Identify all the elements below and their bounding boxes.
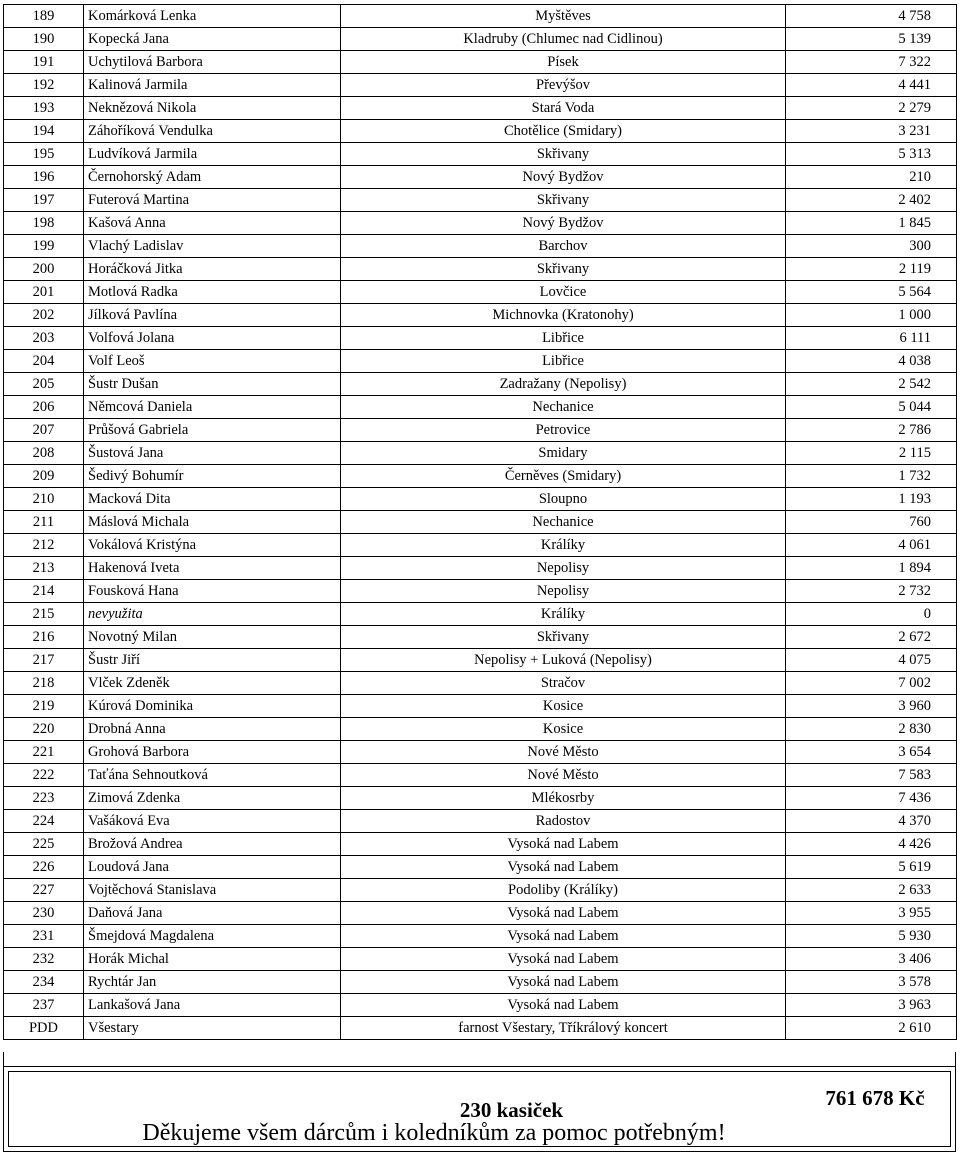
table-row: [4, 327, 957, 350]
summary-inner-box: [8, 1071, 951, 1147]
table-row: [4, 695, 957, 718]
collection-place: Písek: [341, 51, 786, 74]
table-row: [4, 718, 957, 741]
collector-name: Neknězová Nikola: [84, 97, 341, 120]
row-number: 218: [4, 672, 84, 695]
table-row: [4, 304, 957, 327]
collection-place: Vysoká nad Labem: [341, 925, 786, 948]
collected-amount: 3 406: [786, 948, 957, 971]
row-number: 195: [4, 143, 84, 166]
collector-name: Máslová Michala: [84, 511, 341, 534]
row-number: 193: [4, 97, 84, 120]
row-number: 192: [4, 74, 84, 97]
collected-amount: 1 000: [786, 304, 957, 327]
collected-amount: 210: [786, 166, 957, 189]
collector-name: Volfová Jolana: [84, 327, 341, 350]
row-number: 190: [4, 28, 84, 51]
collected-amount: 4 370: [786, 810, 957, 833]
collection-place: Michnovka (Kratonohy): [341, 304, 786, 327]
collection-place: Chotělice (Smidary): [341, 120, 786, 143]
row-number: 196: [4, 166, 84, 189]
collector-name: Němcová Daniela: [84, 396, 341, 419]
collection-place: Vysoká nad Labem: [341, 971, 786, 994]
table-row: [4, 373, 957, 396]
collected-amount: 2 402: [786, 189, 957, 212]
collected-amount: 0: [786, 603, 957, 626]
row-number: 214: [4, 580, 84, 603]
table-row: [4, 580, 957, 603]
collection-place: Vysoká nad Labem: [341, 856, 786, 879]
collector-name: Daňová Jana: [84, 902, 341, 925]
row-number: 213: [4, 557, 84, 580]
collected-amount: 2 672: [786, 626, 957, 649]
row-number: 215: [4, 603, 84, 626]
table-row: [4, 511, 957, 534]
collected-amount: 1 894: [786, 557, 957, 580]
collection-place: Mlékosrby: [341, 787, 786, 810]
collector-name: Drobná Anna: [84, 718, 341, 741]
collector-name: Vlachý Ladislav: [84, 235, 341, 258]
collector-name: Šustr Jiří: [84, 649, 341, 672]
table-row: [4, 902, 957, 925]
row-number: 189: [4, 5, 84, 28]
table-row: [4, 74, 957, 97]
row-number: 198: [4, 212, 84, 235]
collector-name: Všestary: [84, 1017, 341, 1040]
row-number: 208: [4, 442, 84, 465]
collection-place: Nové Město: [341, 741, 786, 764]
collection-place: Stará Voda: [341, 97, 786, 120]
collected-amount: 2 279: [786, 97, 957, 120]
collection-place: Nové Město: [341, 764, 786, 787]
collection-place: Radostov: [341, 810, 786, 833]
collection-place: Zadražany (Nepolisy): [341, 373, 786, 396]
row-number: 234: [4, 971, 84, 994]
collector-name: Šustr Dušan: [84, 373, 341, 396]
table-row: [4, 856, 957, 879]
collector-name: Horák Michal: [84, 948, 341, 971]
box-count: 230 kasiček: [459, 1098, 564, 1122]
collector-name: Průšová Gabriela: [84, 419, 341, 442]
collected-amount: 6 111: [786, 327, 957, 350]
row-number: 191: [4, 51, 84, 74]
collection-place: Nepolisy + Luková (Nepolisy): [341, 649, 786, 672]
collection-place: Myštěves: [341, 5, 786, 28]
collected-amount: 2 610: [786, 1017, 957, 1040]
row-number: 217: [4, 649, 84, 672]
collected-amount: 2 732: [786, 580, 957, 603]
collection-place: Skřivany: [341, 143, 786, 166]
collection-place: Sloupno: [341, 488, 786, 511]
table-row: [4, 672, 957, 695]
table-row: [4, 971, 957, 994]
collector-name: Záhoříková Vendulka: [84, 120, 341, 143]
collection-place: Králíky: [341, 534, 786, 557]
collection-place: Stračov: [341, 672, 786, 695]
collection-place: Barchov: [341, 235, 786, 258]
collected-amount: 5 313: [786, 143, 957, 166]
collection-place: Vysoká nad Labem: [341, 833, 786, 856]
collected-amount: 760: [786, 511, 957, 534]
collector-name: Horáčková Jitka: [84, 258, 341, 281]
table-row: [4, 557, 957, 580]
collected-amount: 3 654: [786, 741, 957, 764]
table-row: [4, 166, 957, 189]
table-row: [4, 488, 957, 511]
collector-name: Rychtár Jan: [84, 971, 341, 994]
collector-name: Komárková Lenka: [84, 5, 341, 28]
row-number: 204: [4, 350, 84, 373]
collection-place: Vysoká nad Labem: [341, 994, 786, 1017]
collector-name: Taťána Sehnoutková: [84, 764, 341, 787]
row-number: 207: [4, 419, 84, 442]
row-number: 203: [4, 327, 84, 350]
collection-place: Kosice: [341, 695, 786, 718]
collector-name: Uchytilová Barbora: [84, 51, 341, 74]
collector-name: Vokálová Kristýna: [84, 534, 341, 557]
collector-name: Motlová Radka: [84, 281, 341, 304]
table-row: [4, 51, 957, 74]
row-number: 202: [4, 304, 84, 327]
collection-place: Nechanice: [341, 396, 786, 419]
table-row: [4, 741, 957, 764]
donations-table: [3, 4, 957, 1040]
row-number: 199: [4, 235, 84, 258]
row-number: 200: [4, 258, 84, 281]
table-row: [4, 419, 957, 442]
collection-place: Libřice: [341, 350, 786, 373]
collector-name: Kopecká Jana: [84, 28, 341, 51]
collected-amount: 4 038: [786, 350, 957, 373]
collected-amount: 4 758: [786, 5, 957, 28]
collected-amount: 7 583: [786, 764, 957, 787]
collection-place: Králíky: [341, 603, 786, 626]
row-number: 205: [4, 373, 84, 396]
table-row: [4, 649, 957, 672]
table-row: [4, 350, 957, 373]
row-number: 212: [4, 534, 84, 557]
row-number: 221: [4, 741, 84, 764]
collector-name: nevyužita: [84, 603, 341, 626]
collection-place: Petrovice: [341, 419, 786, 442]
collector-name: Volf Leoš: [84, 350, 341, 373]
row-number: 226: [4, 856, 84, 879]
collected-amount: 7 322: [786, 51, 957, 74]
table-row: [4, 189, 957, 212]
table-row: [4, 534, 957, 557]
collection-place: Skřivany: [341, 189, 786, 212]
row-number: 210: [4, 488, 84, 511]
collection-place: Kosice: [341, 718, 786, 741]
table-row: [4, 626, 957, 649]
collector-name: Šustová Jana: [84, 442, 341, 465]
collected-amount: 4 426: [786, 833, 957, 856]
table-row: [4, 396, 957, 419]
row-number: 231: [4, 925, 84, 948]
collection-place: Libřice: [341, 327, 786, 350]
row-number: 211: [4, 511, 84, 534]
collected-amount: 3 231: [786, 120, 957, 143]
row-number: 216: [4, 626, 84, 649]
collector-name: Futerová Martina: [84, 189, 341, 212]
collected-amount: 5 139: [786, 28, 957, 51]
collection-place: Převýšov: [341, 74, 786, 97]
total-amount: 761 678 Kč: [825, 1086, 925, 1110]
row-number: 197: [4, 189, 84, 212]
table-row: [4, 212, 957, 235]
row-number: 227: [4, 879, 84, 902]
collected-amount: 2 830: [786, 718, 957, 741]
table-row: [4, 810, 957, 833]
table-row: [4, 235, 957, 258]
collected-amount: 4 075: [786, 649, 957, 672]
collection-place: Nechanice: [341, 511, 786, 534]
collected-amount: 7 436: [786, 787, 957, 810]
row-number: 237: [4, 994, 84, 1017]
collected-amount: 2 542: [786, 373, 957, 396]
collection-place: farnost Všestary, Tříkrálový koncert: [341, 1017, 786, 1040]
collected-amount: 1 732: [786, 465, 957, 488]
collection-place: Skřivany: [341, 258, 786, 281]
collector-name: Brožová Andrea: [84, 833, 341, 856]
collected-amount: 2 633: [786, 879, 957, 902]
row-number: 209: [4, 465, 84, 488]
table-row: [4, 994, 957, 1017]
table-row: [4, 281, 957, 304]
collected-amount: 3 960: [786, 695, 957, 718]
collector-name: Ludvíková Jarmila: [84, 143, 341, 166]
table-row: [4, 603, 957, 626]
collection-place: Lovčice: [341, 281, 786, 304]
collector-name: Jílková Pavlína: [84, 304, 341, 327]
row-number: 219: [4, 695, 84, 718]
collected-amount: 2 119: [786, 258, 957, 281]
collection-place: Skřivany: [341, 626, 786, 649]
collector-name: Lankašová Jana: [84, 994, 341, 1017]
table-row: [4, 948, 957, 971]
collector-name: Černohorský Adam: [84, 166, 341, 189]
row-number: 232: [4, 948, 84, 971]
collected-amount: 4 441: [786, 74, 957, 97]
collection-place: Kladruby (Chlumec nad Cidlinou): [341, 28, 786, 51]
summary-box: [3, 1066, 956, 1152]
collected-amount: 5 044: [786, 396, 957, 419]
collected-amount: 3 955: [786, 902, 957, 925]
row-number: PDD: [4, 1017, 84, 1040]
collector-name: Fousková Hana: [84, 580, 341, 603]
collector-name: Kalinová Jarmila: [84, 74, 341, 97]
row-number: 222: [4, 764, 84, 787]
table-row: [4, 879, 957, 902]
collected-amount: 5 930: [786, 925, 957, 948]
collector-name: Vojtěchová Stanislava: [84, 879, 341, 902]
collection-place: Nový Bydžov: [341, 166, 786, 189]
collection-place: Nový Bydžov: [341, 212, 786, 235]
collected-amount: 7 002: [786, 672, 957, 695]
collection-place: Černěves (Smidary): [341, 465, 786, 488]
table-row: [4, 833, 957, 856]
table-row: [4, 258, 957, 281]
collected-amount: 2 786: [786, 419, 957, 442]
collector-name: Novotný Milan: [84, 626, 341, 649]
collector-name: Kašová Anna: [84, 212, 341, 235]
row-number: 230: [4, 902, 84, 925]
table-row: [4, 787, 957, 810]
table-row: [4, 442, 957, 465]
collected-amount: 2 115: [786, 442, 957, 465]
collector-name: Zimová Zdenka: [84, 787, 341, 810]
donations-table-body: [4, 5, 957, 1040]
row-number: 194: [4, 120, 84, 143]
row-number: 206: [4, 396, 84, 419]
collection-place: Vysoká nad Labem: [341, 902, 786, 925]
row-number: 224: [4, 810, 84, 833]
collector-name: Kúrová Dominika: [84, 695, 341, 718]
collection-place: Nepolisy: [341, 580, 786, 603]
collector-name: Macková Dita: [84, 488, 341, 511]
collector-name: Šedivý Bohumír: [84, 465, 341, 488]
thank-you-message: Děkujeme všem dárcům i koledníkům za pomoc potřebným!: [142, 1120, 726, 1146]
collected-amount: 4 061: [786, 534, 957, 557]
collection-place: Smidary: [341, 442, 786, 465]
collection-place: Nepolisy: [341, 557, 786, 580]
row-number: 201: [4, 281, 84, 304]
collected-amount: 1 845: [786, 212, 957, 235]
table-row: [4, 1017, 957, 1040]
collector-name: Loudová Jana: [84, 856, 341, 879]
table-row: [4, 465, 957, 488]
collected-amount: 3 963: [786, 994, 957, 1017]
collected-amount: 1 193: [786, 488, 957, 511]
table-row: [4, 120, 957, 143]
table-spacer: [3, 1052, 956, 1066]
table-row: [4, 925, 957, 948]
table-row: [4, 28, 957, 51]
collected-amount: 3 578: [786, 971, 957, 994]
collection-place: Vysoká nad Labem: [341, 948, 786, 971]
table-row: [4, 143, 957, 166]
collected-amount: 5 564: [786, 281, 957, 304]
table-row: [4, 97, 957, 120]
collector-name: Šmejdová Magdalena: [84, 925, 341, 948]
collected-amount: 5 619: [786, 856, 957, 879]
collected-amount: 300: [786, 235, 957, 258]
collector-name: Vašáková Eva: [84, 810, 341, 833]
table-row: [4, 5, 957, 28]
collector-name: Grohová Barbora: [84, 741, 341, 764]
collector-name: Vlček Zdeněk: [84, 672, 341, 695]
row-number: 225: [4, 833, 84, 856]
collection-place: Podoliby (Králíky): [341, 879, 786, 902]
row-number: 223: [4, 787, 84, 810]
table-row: [4, 764, 957, 787]
collector-name: Hakenová Iveta: [84, 557, 341, 580]
row-number: 220: [4, 718, 84, 741]
